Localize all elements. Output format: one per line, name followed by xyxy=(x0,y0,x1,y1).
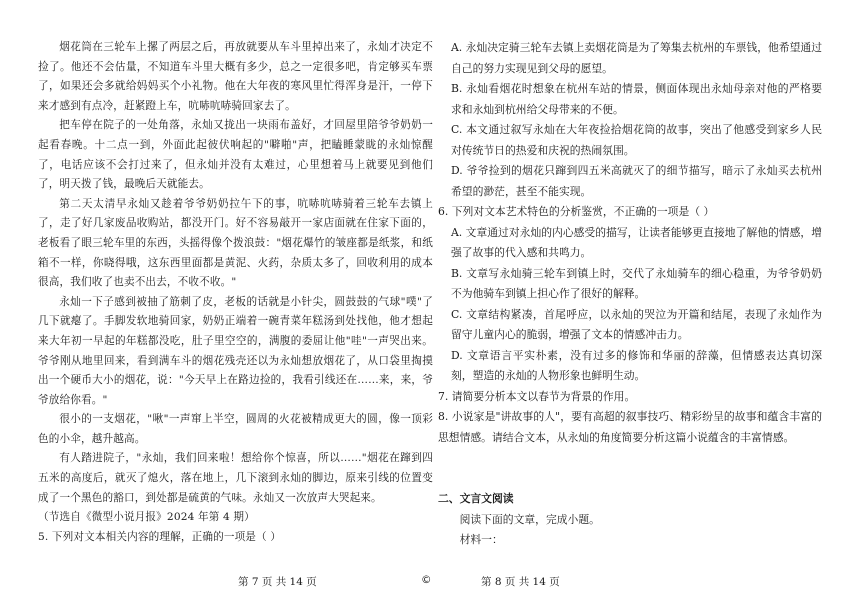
question-6-option-d: D. 文章语言平实朴素，没有过多的修饰和华丽的辞藻，但情感表达真切深刻，塑造的永灿的人物形象也鲜明生动。 xyxy=(451,348,822,382)
story-paragraph: 第二天太清早永灿又趁着爷爷奶奶拉午下的事，吭哧吭哧骑着三轮车去镇上了，走了好几家废品收购站，都没开门。好不容易敲开一家店面就在住家下面的，老板看了眼三轮车里的东西，头摇得像个拨浪鼓："烟花爆竹的皱座都是纸浆，和纸箱不一样，你晓得哦，这东西里面都是黄泥、火药，杂质太多了，回收利用的成本很高，我们收了也卖不出去，不收不收。" xyxy=(38,197,433,289)
story-paragraph: 烟花筒在三轮车上摞了两层之后，再放就要从车斗里掉出来了，永灿才决定不捡了。他还不会估量，不知道车斗里大概有多少，总之一定很多吧，肯定够买车票了，如果还会多就给妈妈买个小礼物。他在大年夜的寒风里忙得浑身是汗，一停下来才感到有点冷，赶紧蹬上车，吭哧吭哧骑回家去了。 xyxy=(38,41,433,112)
page-number-right: 第 8 页 共 14 页 xyxy=(481,576,560,588)
question-7: 7. 请简要分析本文以春节为背景的作用。 xyxy=(438,389,636,403)
question-5-option-b: B. 永灿看烟花时想象在杭州车站的情景，侧面体现出永灿母亲对他的严格要求和永灿到杭州给父母带来的不便。 xyxy=(451,82,822,116)
question-5-option-a: A. 永灿决定骑三轮车去镇上卖烟花筒是为了筹集去杭州的车票钱，他希望通过自己的努力实现见到父母的愿望。 xyxy=(451,41,822,75)
material-label: 材料一： xyxy=(459,533,503,546)
question-6: 6. 下列对文本艺术特色的分析鉴赏，不正确的一项是（ ） xyxy=(438,205,715,218)
right-column xyxy=(438,38,822,551)
question-6-option-b: B. 文章写永灿骑三轮车到镇上时，交代了永灿骑车的细心稳重，为爷爷奶奶不为他骑车到镇上担心作了很好的解释。 xyxy=(451,266,822,300)
source-citation: （节选自《微型小说月报》2024 年第 4 期） xyxy=(38,511,255,524)
question-5-option-c: C. 本文通过叙写永灿在大年夜捡拾烟花筒的故事，突出了他感受到家乡人民对传统节日的热爱和庆祝的热闹氛围。 xyxy=(451,123,822,157)
story-paragraph: 有人踏进院子，"永灿，我们回来啦！想给你个惊喜，所以……"烟花在蹿到四五米的高度后，就灭了熄火，落在地上，几下滚到永灿的脚边，原来引线的位置变成了一个黑色的豁口，到处都是硫黄的气味。永灿又一次放声大哭起来。 xyxy=(38,452,433,504)
spacer xyxy=(438,448,822,489)
question-6-option-a: A. 文章通过对永灿的内心感受的描写，让读者能够更直接地了解他的情感，增强了故事的代入感和共鸣力。 xyxy=(451,225,822,259)
section-title: 二、文言文阅读 xyxy=(438,492,514,505)
question-5-option-d: D. 爷爷捡到的烟花只蹿到四五米高就灭了的细节描写，暗示了永灿买去杭州希望的渺茫，甚至不能实现。 xyxy=(451,164,822,198)
story-paragraph: 把车停在院子的一处角落，永灿又拢出一块雨布盖好，才回屋里陪爷爷奶奶一起看春晚。十二点一到，外面此起彼伏响起的"噼啪"声，把瞌睡蒙眬的永灿惊醒了，电话应该不会打过来了，但永灿并没有太难过，心里想着马上就要见到他们了，明天拨了钱，最晚后天就能去。 xyxy=(38,119,433,191)
question-8: 8. 小说家是"讲故事的人"，要有高超的叙事技巧、精彩纷呈的故事和蕴含丰富的思想情感。请结合文本，从永灿的角度简要分析这篇小说蕴含的丰富情感。 xyxy=(438,410,822,444)
reading-instruction: 阅读下面的文章，完成小题。 xyxy=(459,512,600,526)
question-5: 5. 下列对文本相关内容的理解，正确的一项是（ ） xyxy=(38,530,282,543)
page-number-left: 第 7 页 共 14 页 xyxy=(238,576,317,588)
story-paragraph: 很小的一支烟花，"啾"一声窜上半空，圆周的火花被精成更大的圆，像一顶彩色的小伞，越升越高。 xyxy=(38,413,433,445)
copyright-icon: © xyxy=(421,574,432,586)
story-paragraph: 永灿一下子感到被抽了筋刺了皮，老板的话就是小针尖，圆鼓鼓的气球"噗"了几下就瘪了。手脚发软地骑回家，奶奶正端着一碗青菜年糕汤到处找他，他才想起来大年初一早起的年糕都没吃，肚子里空空的，满腹的委屈让他"哇"一声哭出来。爷爷刚从地里回来，看到满车斗的烟花残壳还以为永灿想放烟花了，从口袋里掏摸出一个硬币大小的烟花，说："今天早上在路边捡的，我看引线还在……来，来，爷爷放给你看。" xyxy=(38,295,433,406)
question-6-option-c: C. 文章结构紧凑，首尾呼应，以永灿的哭泣为开篇和结尾，表现了永灿作为留守儿童内心的脆弱，增强了文本的情感冲击力。 xyxy=(451,307,822,341)
left-column xyxy=(38,38,433,547)
